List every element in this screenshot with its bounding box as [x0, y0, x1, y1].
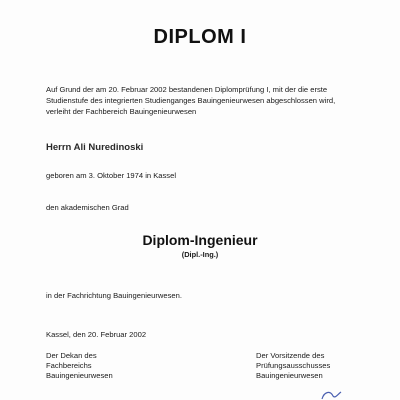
signature-line: Bauingenieurwesen: [46, 371, 113, 380]
signature-line: Bauingenieurwesen: [256, 371, 323, 380]
intro-line: verleiht der Fachbereich Bauingenieurwesen: [46, 107, 197, 116]
signature-block-dean: [46, 351, 113, 381]
degree-title: Diplom-Ingenieur: [142, 232, 258, 248]
degree-abbreviation: (Dipl.-Ing.): [181, 250, 219, 259]
intro-paragraph: [46, 84, 366, 117]
place-date: Kassel, den 20. Februar 2002: [46, 330, 147, 339]
document-title: DIPLOM I: [153, 26, 247, 48]
recipient-name: Herrn Ali Nuredinoski: [46, 142, 144, 153]
signature-line: Der Dekan des: [46, 351, 97, 360]
birth-line: geboren am 3. Oktober 1974 in Kassel: [46, 171, 177, 180]
grade-intro: den akademischen Grad: [46, 203, 129, 212]
signature-block-chair: [256, 351, 330, 381]
field-line: in der Fachrichtung Bauingenieurwesen.: [46, 291, 182, 300]
intro-line: Auf Grund der am 20. Februar 2002 bestandenen Diplomprüfung I, mit der die erste: [46, 85, 328, 94]
signature-stroke: [322, 392, 341, 399]
intro-line: Studienstufe des integrierten Studienganges Bauingenieurwesen abgeschlossen wird,: [46, 96, 336, 105]
signature-line: Fachbereichs: [46, 361, 92, 370]
signature-line: Der Vorsitzende des: [256, 351, 325, 360]
signature-line: Prüfungsausschusses: [256, 361, 331, 370]
